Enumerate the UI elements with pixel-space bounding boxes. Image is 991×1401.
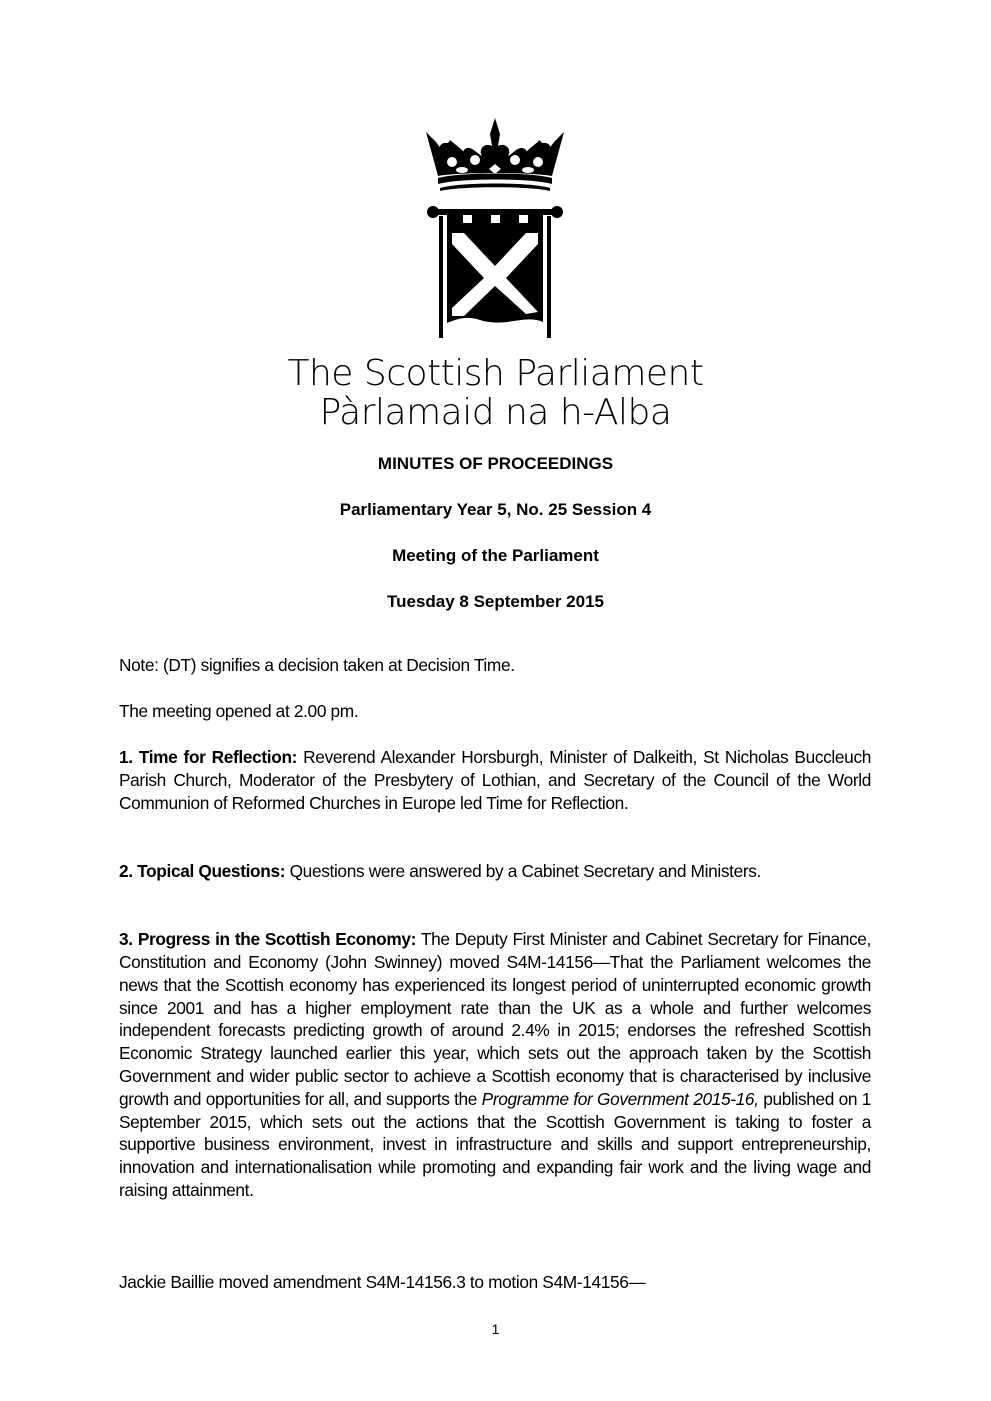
item-scottish-economy bbox=[119, 928, 871, 1202]
scottish-parliament-logo-icon bbox=[420, 116, 570, 341]
document-title: MINUTES OF PROCEEDINGS bbox=[377, 454, 614, 473]
item-time-for-reflection bbox=[119, 746, 871, 814]
meeting-date: Tuesday 8 September 2015 bbox=[386, 592, 604, 611]
item-text: Reverend Alexander Horsburgh, Minister of Dalkeith, St Nicholas Buccleuch Parish Church, Moderator of the Presbytery of Lothian, and Secretary of the Council of the World Communion of Reformed Churches in Europe led Time for Reflection. bbox=[119, 747, 871, 813]
item-topical-questions bbox=[119, 860, 871, 883]
item-heading: 3. Progress in the Scottish Economy: bbox=[119, 929, 417, 950]
programme-title: Programme for Government 2015-16, bbox=[481, 1088, 759, 1109]
item-text: The Deputy First Minister and Cabinet Secretary for Finance, Constitution and Economy (John Swinney) moved S4M-14156—That the Parliament welcomes the news that the Scottish economy has experienced its longest period of uninterrupted economic growth since 2001 and has a higher employment rate than the UK as a whole and further welcomes independent forecasts predicting growth of around 2.4% in 2015; endorses the refreshed Scottish Economic Strategy launched earlier this year, which sets out the approach taken by the Scottish Government and wider public sector to achieve a Scottish economy that is characterised by inclusive growth and opportunities for all, and supports the bbox=[119, 929, 872, 1109]
item-heading: 2. Topical Questions: bbox=[119, 861, 286, 882]
wordmark-english: The Scottish Parliament bbox=[287, 353, 704, 394]
document-subtitle: Parliamentary Year 5, No. 25 Session 4 bbox=[339, 500, 652, 519]
amendment-paragraph: Jackie Baillie moved amendment S4M-14156.3 to motion S4M-14156— bbox=[119, 1272, 646, 1293]
opening-paragraph: The meeting opened at 2.00 pm. bbox=[119, 701, 359, 722]
item-heading: 1. Time for Reflection: bbox=[119, 747, 298, 768]
page-number: 1 bbox=[491, 1321, 500, 1337]
wordmark-gaelic: Pàrlamaid na h-Alba bbox=[319, 392, 672, 433]
item-text: Questions were answered by a Cabinet Secretary and Ministers. bbox=[285, 861, 761, 882]
meeting-title: Meeting of the Parliament bbox=[392, 546, 599, 565]
item-text-after: published on 1 September 2015, which sets out the actions that the Scottish Government is taking to foster a supportive business environment, invest in infrastructure and skills and support entrepreneurship, innovation and internationalisation while promoting and expanding fair work and the living wage and raising attainment. bbox=[119, 1088, 871, 1201]
note-paragraph: Note: (DT) signifies a decision taken at Decision Time. bbox=[119, 655, 515, 676]
